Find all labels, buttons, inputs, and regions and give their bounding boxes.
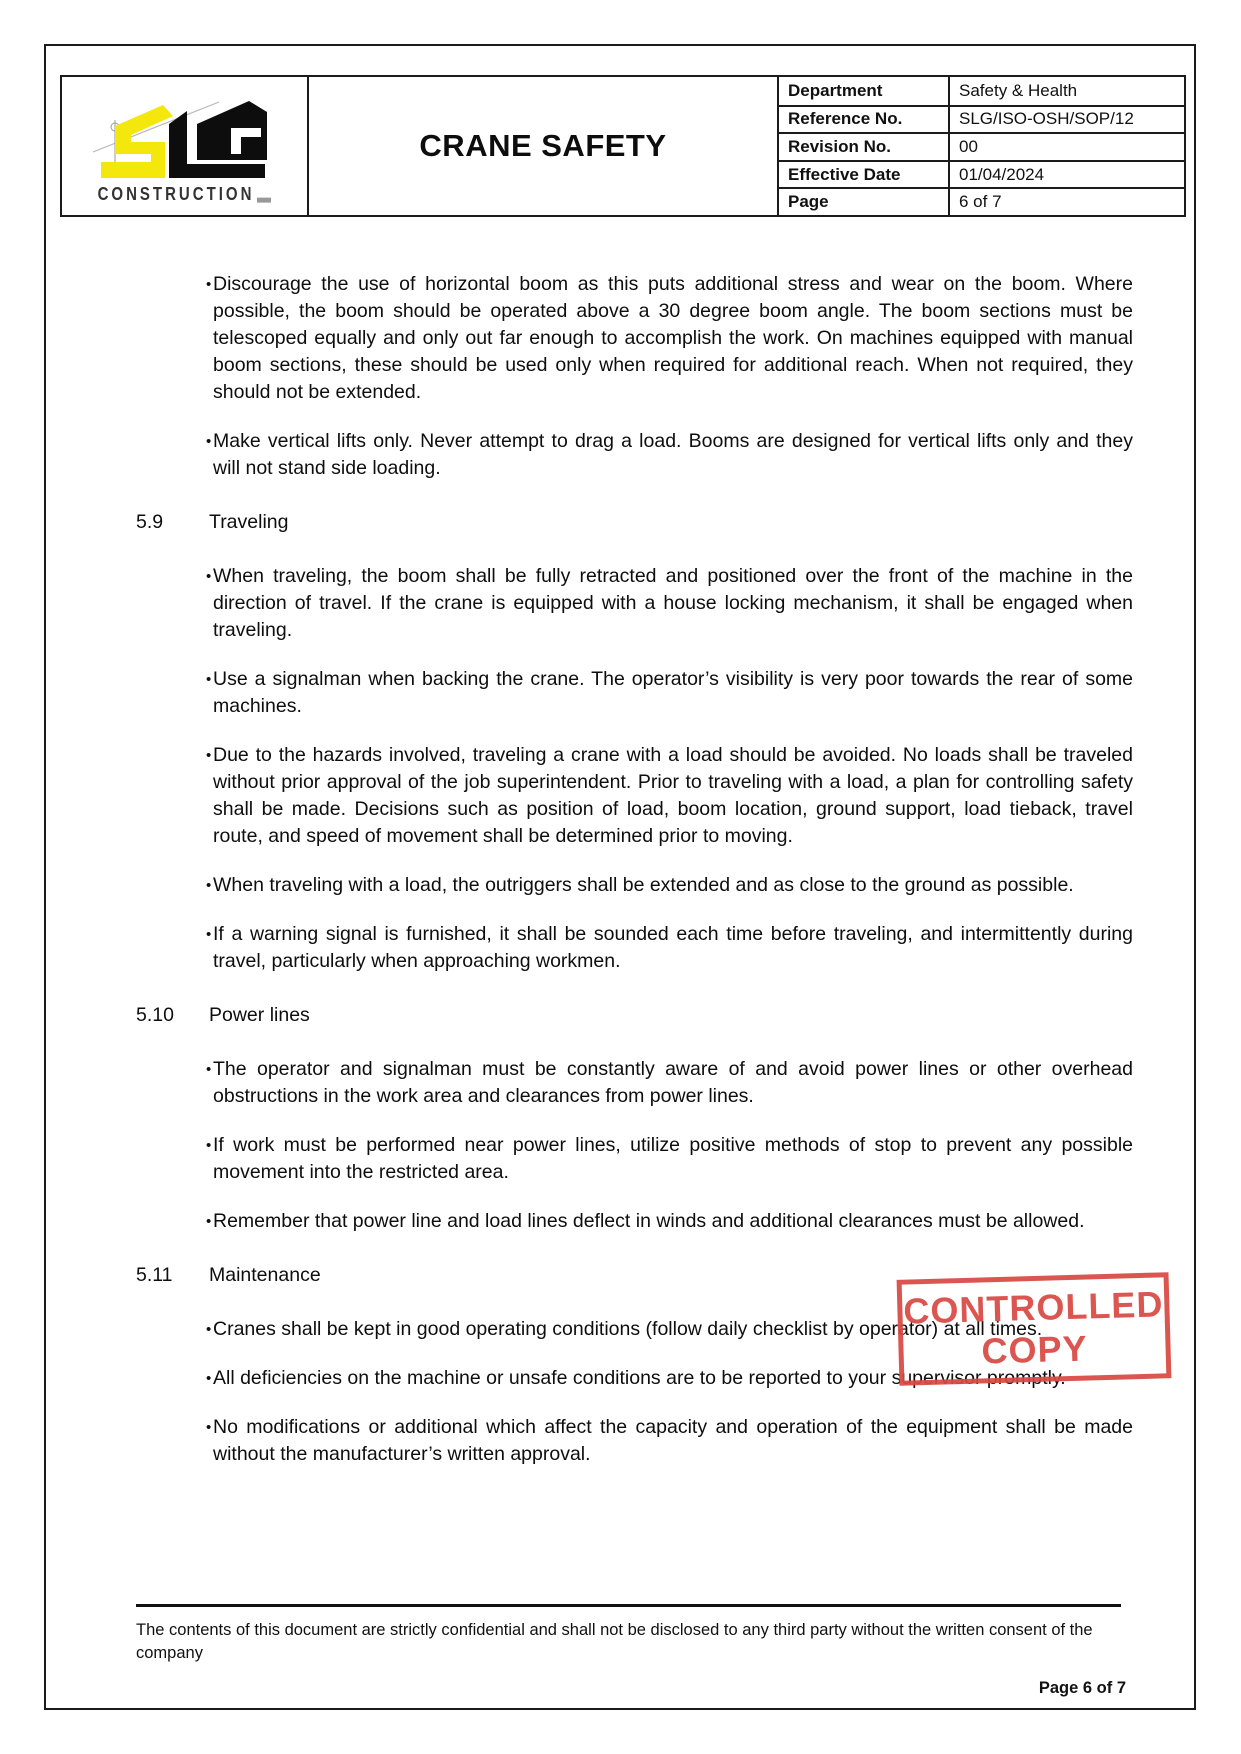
bullet-item [136, 428, 1133, 482]
bullet-marker: • [206, 276, 212, 293]
bullet-marker: • [206, 1061, 212, 1078]
bullet-text: If work must be performed near power lines, utilize positive methods of stop to prevent any possible movement into the restricted area. [213, 1134, 1133, 1183]
bullet-marker: • [206, 1321, 212, 1338]
bullet-text: When traveling, the boom shall be fully retracted and positioned over the front of the machine in the direction of travel. If the crane is equipped with a house locking mechanism, it shall be engaged when traveling. [213, 565, 1133, 641]
section-number: 5.9 [136, 511, 164, 533]
bullet-item [136, 563, 1133, 644]
bullet-text: All deficiencies on the machine or unsafe conditions are to be reported to your supervisor promptly. [213, 1367, 1066, 1389]
stamp-line2: COPY [981, 1327, 1089, 1372]
bullet-item [136, 1056, 1133, 1110]
section-title: Power lines [209, 1004, 310, 1026]
section-title: Maintenance [209, 1264, 321, 1286]
bullet-item [136, 666, 1133, 720]
slg-logo-icon [80, 94, 290, 194]
footer-divider [136, 1604, 1121, 1607]
bullet-marker: • [206, 433, 212, 450]
bullet-marker: • [206, 747, 212, 764]
meta-value-reference: SLG/ISO-OSH/SOP/12 [950, 105, 1184, 133]
bullet-marker: • [206, 1370, 212, 1387]
meta-value-effective-date: 01/04/2024 [950, 160, 1184, 188]
bullet-marker: • [206, 1213, 212, 1230]
bullet-marker: • [206, 1137, 212, 1154]
section-number: 5.11 [136, 1264, 173, 1286]
bullet-item [136, 271, 1133, 406]
bullet-text: When traveling with a load, the outriggers shall be extended and as close to the ground as possible. [213, 874, 1074, 896]
section-heading-power-lines [136, 1002, 1133, 1029]
page-title: CRANE SAFETY [419, 128, 667, 163]
bullet-item [136, 872, 1133, 899]
stamp-line1: CONTROLLED [902, 1283, 1164, 1332]
bullet-item [136, 1132, 1133, 1186]
document-meta-table [779, 77, 1184, 215]
bullet-text: Cranes shall be kept in good operating conditions (follow daily checklist by operator) at all times. [213, 1318, 1043, 1340]
meta-label-reference: Reference No. [779, 105, 950, 133]
section-number: 5.10 [136, 1004, 174, 1026]
controlled-copy-stamp [897, 1272, 1172, 1386]
bullet-text: Discourage the use of horizontal boom as this puts additional stress and wear on the boom. Where possible, the boom should be operated above a 30 degree boom angle. The boom sections must be telescoped equally and only out far enough to accomplish the work. On machines equipped with manual boom sections, these should be used only when required for additional reach. When not required, they should not be extended. [213, 273, 1133, 403]
confidentiality-note: The contents of this document are strictly confidential and shall not be disclosed to any third party without the written consent of the company [136, 1621, 1093, 1662]
page-border [44, 44, 1196, 1710]
meta-label-page: Page [779, 187, 950, 215]
logo-fine-print [257, 197, 271, 202]
bullet-text: Due to the hazards involved, traveling a crane with a load should be avoided. No loads shall be traveled without prior approval of the job superintendent. Prior to traveling with a load, a plan for controlling safety shall be made. Decisions such as position of load, boom location, ground support, load tieback, travel route, and speed of movement shall be determined prior to moving. [213, 744, 1133, 847]
bullet-item [136, 1414, 1133, 1468]
bullet-marker: • [206, 671, 212, 688]
section-heading-traveling [136, 509, 1133, 536]
bullet-item [136, 1208, 1133, 1235]
meta-value-revision: 00 [950, 132, 1184, 160]
document-header [60, 75, 1186, 217]
meta-label-revision: Revision No. [779, 132, 950, 160]
footer-page-number: Page 6 of 7 [1038, 1679, 1126, 1697]
bullet-item [136, 742, 1133, 850]
bullet-text: No modifications or additional which affect the capacity and operation of the equipment shall be made without the manufacturer’s written approval. [213, 1416, 1133, 1465]
bullet-text: Remember that power line and load lines deflect in winds and additional clearances must be allowed. [213, 1210, 1085, 1232]
bullet-marker: • [206, 877, 212, 894]
logo-construction-text: CONSTRUCTION [97, 183, 255, 205]
bullet-marker: • [206, 926, 212, 943]
company-logo [62, 77, 309, 215]
section-title: Traveling [209, 511, 289, 533]
logo-construction-label [98, 183, 272, 204]
bullet-text: Use a signalman when backing the crane. The operator’s visibility is very poor towards the rear of some machines. [213, 668, 1133, 717]
bullet-marker: • [206, 568, 212, 585]
bullet-item [136, 921, 1133, 975]
document-footer [136, 1604, 1126, 1698]
meta-label-effective-date: Effective Date [779, 160, 950, 188]
bullet-text: Make vertical lifts only. Never attempt to drag a load. Booms are designed for vertical lifts only and they will not stand side loading. [213, 430, 1133, 479]
bullet-text: The operator and signalman must be constantly aware of and avoid power lines or other overhead obstructions in the work area and clearances from power lines. [213, 1058, 1133, 1107]
meta-value-department: Safety & Health [959, 80, 1078, 100]
meta-value-page: 6 of 7 [950, 187, 1184, 215]
meta-label-department: Department [779, 77, 950, 105]
title-cell [309, 77, 779, 215]
bullet-text: If a warning signal is furnished, it shall be sounded each time before traveling, and intermittently during travel, particularly when approaching workmen. [213, 923, 1133, 972]
bullet-marker: • [206, 1419, 212, 1436]
